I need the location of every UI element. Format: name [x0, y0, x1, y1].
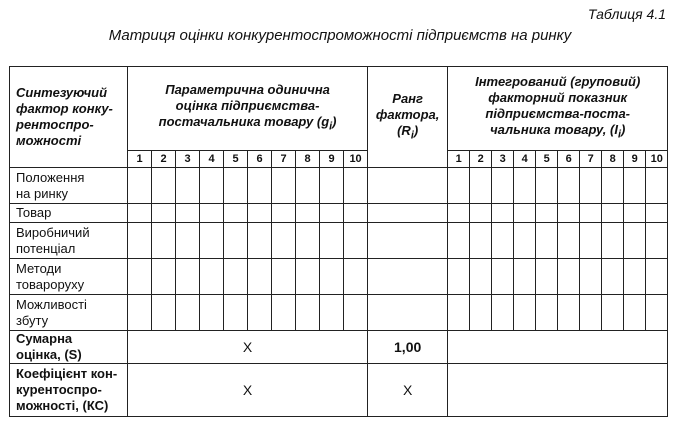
- integral-header: [448, 67, 668, 151]
- integral-score-cell: [448, 204, 470, 223]
- integral-score-cell: [514, 223, 536, 259]
- factor-header: [10, 67, 128, 168]
- competitiveness-matrix: [9, 66, 668, 417]
- integral-score-cell: [514, 204, 536, 223]
- param-score-cell: [272, 259, 296, 295]
- param-score-cell: [152, 204, 176, 223]
- integral-score-cell: [624, 204, 646, 223]
- integral-score-cell: [514, 259, 536, 295]
- factor-row-label: Методи товароруху: [10, 259, 128, 295]
- param-scale-7: 7: [272, 151, 296, 168]
- integral-score-cell: [448, 259, 470, 295]
- integral-scale-8: 8: [602, 151, 624, 168]
- integral-scale-2: 2: [470, 151, 492, 168]
- factor-row: [10, 223, 668, 259]
- param-score-cell: [272, 168, 296, 204]
- integral-score-cell: [580, 204, 602, 223]
- integral-score-cell: [536, 168, 558, 204]
- integral-score-cell: [624, 168, 646, 204]
- integral-header-line2: факторний показник: [488, 90, 628, 106]
- factor-row: [10, 204, 668, 223]
- factor-row: [10, 295, 668, 331]
- param-score-cell: [224, 168, 248, 204]
- param-score-cell: [152, 259, 176, 295]
- integral-score-cell: [470, 204, 492, 223]
- param-score-cell: [344, 259, 368, 295]
- param-score-cell: [128, 204, 152, 223]
- param-score-cell: [248, 295, 272, 331]
- rank-header-line1: Ранг: [392, 90, 423, 106]
- integral-score-cell: [602, 295, 624, 331]
- param-header-line3: постачальника товару $(g_i)$: [158, 114, 337, 133]
- integral-score-cell: [580, 168, 602, 204]
- summary-param-value: X: [128, 331, 368, 364]
- integral-header-line1: Інтегрований (груповий): [475, 74, 641, 90]
- integral-score-cell: [448, 223, 470, 259]
- integral-scale-10: 10: [646, 151, 668, 168]
- integral-score-cell: [492, 204, 514, 223]
- param-score-cell: [296, 259, 320, 295]
- integral-score-cell: [492, 168, 514, 204]
- integral-score-cell: [646, 204, 668, 223]
- param-score-cell: [248, 168, 272, 204]
- param-score-cell: [128, 168, 152, 204]
- competitiveness-param-value: X: [128, 364, 368, 417]
- param-score-cell: [152, 168, 176, 204]
- param-score-cell: [320, 204, 344, 223]
- integral-score-cell: [580, 223, 602, 259]
- integral-score-cell: [646, 223, 668, 259]
- integral-score-cell: [558, 295, 580, 331]
- integral-score-cell: [602, 168, 624, 204]
- integral-score-cell: [558, 259, 580, 295]
- param-score-cell: [224, 259, 248, 295]
- param-header-line1: Параметрична одинична: [165, 82, 330, 98]
- integral-score-cell: [536, 223, 558, 259]
- param-scale-4: 4: [200, 151, 224, 168]
- rank-header: [368, 67, 448, 168]
- integral-scale-9: 9: [624, 151, 646, 168]
- summary-label: Сумарна оцінка, (S): [10, 331, 128, 364]
- integral-score-cell: [492, 295, 514, 331]
- param-score-cell: [344, 168, 368, 204]
- integral-score-cell: [558, 168, 580, 204]
- param-score-cell: [128, 295, 152, 331]
- param-score-cell: [248, 223, 272, 259]
- param-score-cell: [272, 223, 296, 259]
- param-score-cell: [320, 295, 344, 331]
- integral-header-line4: чальника товару, $(I_i)$: [490, 122, 626, 141]
- param-score-cell: [224, 204, 248, 223]
- integral-score-cell: [514, 168, 536, 204]
- integral-score-cell: [492, 223, 514, 259]
- param-score-cell: [320, 223, 344, 259]
- param-scale-2: 2: [152, 151, 176, 168]
- param-score-cell: [200, 295, 224, 331]
- factor-header-text: Синтезуючий фактор конку-рентоспро-можності: [16, 85, 113, 148]
- factor-row-label: Положення на ринку: [10, 168, 128, 204]
- competitiveness-label: Коефіцієнт кон- курентоспро- можності, (КС): [10, 364, 128, 417]
- rank-header-line2: фактора,: [375, 106, 440, 122]
- param-score-cell: [296, 295, 320, 331]
- integral-score-cell: [514, 295, 536, 331]
- integral-score-cell: [536, 259, 558, 295]
- param-score-cell: [128, 259, 152, 295]
- integral-score-cell: [470, 223, 492, 259]
- integral-score-cell: [470, 259, 492, 295]
- factor-rows: [10, 168, 668, 331]
- integral-scale-6: 6: [558, 151, 580, 168]
- param-score-cell: [224, 223, 248, 259]
- integral-score-cell: [536, 204, 558, 223]
- param-scale-8: 8: [296, 151, 320, 168]
- integral-score-cell: [536, 295, 558, 331]
- integral-header-line3: підприємства-поста-: [485, 106, 630, 122]
- integral-scale-1: 1: [448, 151, 470, 168]
- rank-cell: [368, 295, 448, 331]
- param-score-cell: [176, 168, 200, 204]
- summary-integral-cell: [448, 331, 668, 364]
- factor-row-label: Товар: [10, 204, 128, 223]
- integral-score-cell: [646, 259, 668, 295]
- param-score-cell: [344, 295, 368, 331]
- param-header: [128, 67, 368, 151]
- param-score-cell: [224, 295, 248, 331]
- factor-row: [10, 259, 668, 295]
- integral-score-cell: [624, 295, 646, 331]
- integral-score-cell: [558, 223, 580, 259]
- param-score-cell: [152, 295, 176, 331]
- param-score-cell: [344, 204, 368, 223]
- table-title: Матриця оцінки конкурентоспроможності підприємств на ринку: [108, 27, 572, 44]
- integral-score-cell: [646, 295, 668, 331]
- param-scale-10: 10: [344, 151, 368, 168]
- integral-score-cell: [580, 259, 602, 295]
- param-score-cell: [344, 223, 368, 259]
- integral-scale-7: 7: [580, 151, 602, 168]
- param-score-cell: [248, 259, 272, 295]
- param-score-cell: [176, 204, 200, 223]
- integral-score-cell: [470, 295, 492, 331]
- param-score-cell: [200, 204, 224, 223]
- integral-score-cell: [602, 204, 624, 223]
- param-score-cell: [320, 168, 344, 204]
- factor-row: [10, 168, 668, 204]
- integral-score-cell: [624, 259, 646, 295]
- param-score-cell: [320, 259, 344, 295]
- integral-scale-5: 5: [536, 151, 558, 168]
- integral-score-cell: [602, 259, 624, 295]
- integral-score-cell: [602, 223, 624, 259]
- rank-cell: [368, 204, 448, 223]
- competitiveness-integral-cell: [448, 364, 668, 417]
- integral-score-cell: [558, 204, 580, 223]
- integral-score-cell: [624, 223, 646, 259]
- summary-rank-value: 1,00: [368, 331, 448, 364]
- param-scale-1: 1: [128, 151, 152, 168]
- factor-row-label: Виробничий потенціал: [10, 223, 128, 259]
- param-scale-3: 3: [176, 151, 200, 168]
- param-score-cell: [152, 223, 176, 259]
- param-score-cell: [248, 204, 272, 223]
- rank-header-line3: $(R_i)$: [397, 122, 419, 142]
- factor-row-label: Можливості збуту: [10, 295, 128, 331]
- param-score-cell: [272, 295, 296, 331]
- param-score-cell: [128, 223, 152, 259]
- param-score-cell: [200, 223, 224, 259]
- competitiveness-rank-value: X: [368, 364, 448, 417]
- param-scale-5: 5: [224, 151, 248, 168]
- param-score-cell: [176, 259, 200, 295]
- integral-scale-4: 4: [514, 151, 536, 168]
- param-score-cell: [272, 204, 296, 223]
- param-score-cell: [296, 168, 320, 204]
- integral-score-cell: [448, 168, 470, 204]
- param-score-cell: [296, 223, 320, 259]
- integral-score-cell: [492, 259, 514, 295]
- param-score-cell: [200, 168, 224, 204]
- param-header-line2: оцінка підприємства-: [175, 98, 320, 114]
- integral-scale-3: 3: [492, 151, 514, 168]
- table-number: Таблиця 4.1: [587, 6, 666, 22]
- integral-score-cell: [470, 168, 492, 204]
- integral-score-cell: [646, 168, 668, 204]
- param-score-cell: [200, 259, 224, 295]
- param-score-cell: [296, 204, 320, 223]
- rank-cell: [368, 223, 448, 259]
- param-score-cell: [176, 223, 200, 259]
- param-score-cell: [176, 295, 200, 331]
- param-scale-9: 9: [320, 151, 344, 168]
- rank-cell: [368, 168, 448, 204]
- integral-score-cell: [448, 295, 470, 331]
- param-scale-6: 6: [248, 151, 272, 168]
- rank-cell: [368, 259, 448, 295]
- integral-score-cell: [580, 295, 602, 331]
